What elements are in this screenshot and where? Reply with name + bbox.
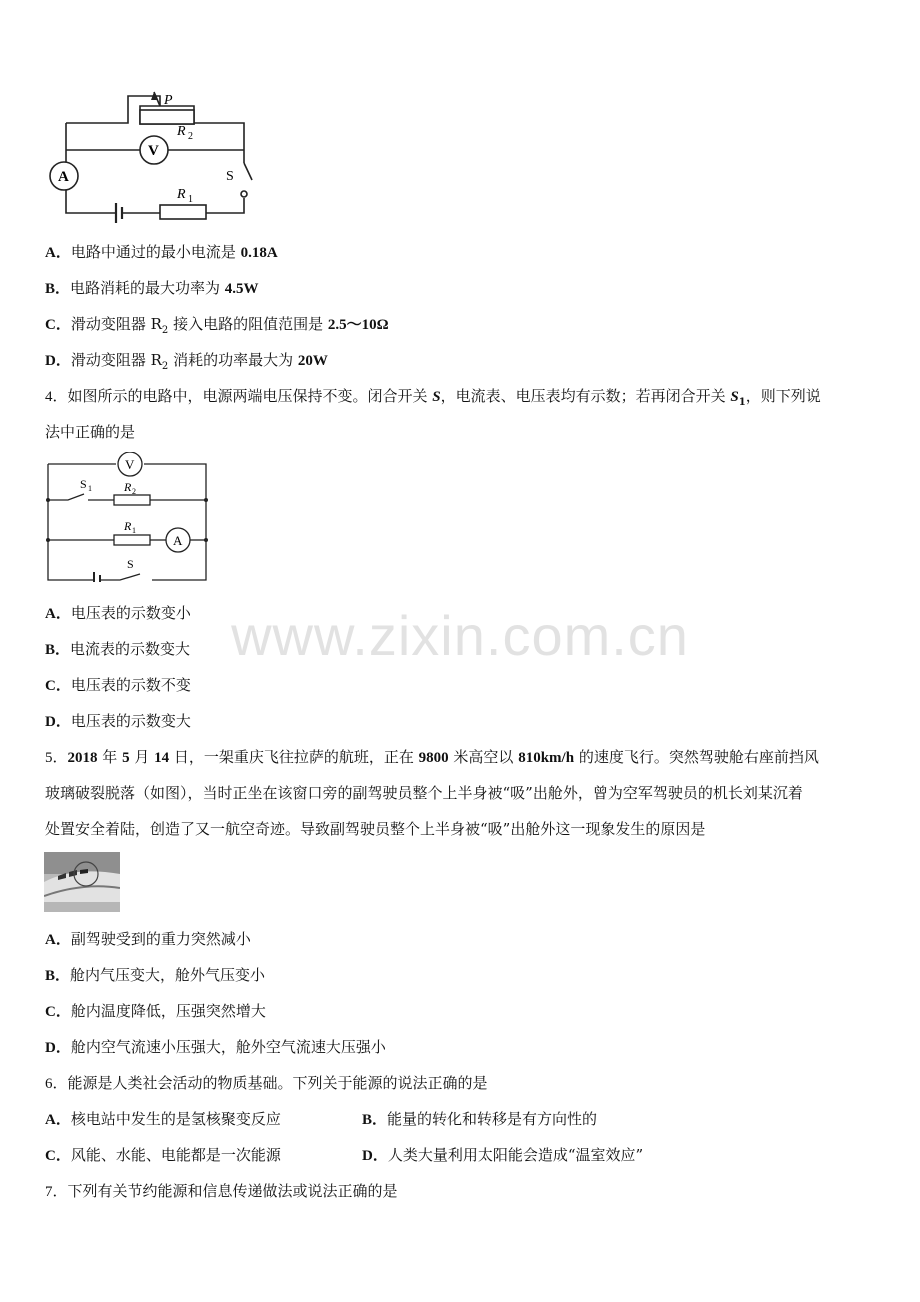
- q3-option-b: B．电路消耗的最大功率为 4.5W: [45, 279, 259, 297]
- q4-fig-label-r2: R: [124, 480, 132, 494]
- q4-option-d: D．电压表的示数变大: [45, 712, 191, 730]
- q4-fig-label-a: A: [173, 533, 183, 548]
- q3-fig-label-r1: R: [177, 187, 186, 202]
- q5-airplane-photo: [44, 852, 120, 912]
- q4-fig-label-v: V: [125, 457, 135, 472]
- q3-fig-label-r2-sub: 2: [188, 131, 193, 142]
- q5-option-a: A．副驾驶受到的重力突然减小: [45, 930, 251, 948]
- watermark: www.zixin.com.cn: [231, 604, 689, 667]
- q6-option-b: B．能量的转化和转移是有方向性的: [362, 1110, 598, 1128]
- q6-option-c: C．风能、水能、电能都是一次能源: [45, 1146, 281, 1164]
- q7-stem: 7．下列有关节约能源和信息传递做法或说法正确的是: [45, 1182, 398, 1200]
- q4-option-c: C．电压表的示数不变: [45, 676, 191, 694]
- q4-stem-line-2: 法中正确的是: [45, 423, 136, 441]
- q5-option-c: C．舱内温度降低，压强突然增大: [45, 1002, 266, 1020]
- q4-option-a: A．电压表的示数变小: [45, 604, 191, 622]
- q4-stem-line-1: 4．如图所示的电路中，电源两端电压保持不变。闭合开关 S，电流表、电压表均有示数；若再闭合开关 $S_1$，则下列说: [45, 387, 821, 408]
- q3-fig-label-s: S: [226, 169, 234, 184]
- q4-circuit-figure: [44, 452, 210, 582]
- q5-option-d: D．舱内空气流速小压强大，舱外空气流速大压强小: [45, 1038, 386, 1056]
- q3-fig-label-v: V: [148, 143, 159, 159]
- q4-fig-label-r1-sub: 1: [132, 526, 136, 535]
- q6-option-a: A．核电站中发生的是氢核聚变反应: [45, 1110, 281, 1128]
- q5-option-b: B．舱内气压变大，舱外气压变小: [45, 966, 266, 984]
- q3-fig-label-a: A: [58, 169, 69, 185]
- q3-option-d: D．滑动变阻器 $R_2$ 消耗的功率最大为 20W: [45, 351, 328, 372]
- q6-stem: 6．能源是人类社会活动的物质基础。下列关于能源的说法正确的是: [45, 1074, 488, 1092]
- q5-stem-line-1: 5．2018 年 5 月 14 日，一架重庆飞往拉萨的航班，正在 9800 米高空以 810km/h 的速度飞行。突然驾驶舱右座前挡风: [45, 748, 819, 766]
- q6-option-d: D．人类大量利用太阳能会造成“温室效应”: [362, 1146, 644, 1164]
- q3-option-a: A．电路中通过的最小电流是 0.18A: [45, 243, 278, 261]
- q4-fig-label-s1: S: [80, 477, 87, 491]
- q3-fig-label-r2: R: [177, 124, 186, 139]
- q3-fig-label-p: P: [164, 93, 173, 108]
- q3-fig-label-r1-sub: 1: [188, 194, 193, 205]
- q5-stem-line-2: 玻璃破裂脱落（如图），当时正坐在该窗口旁的副驾驶员整个上半身被“吸”出舱外，曾为空军驾驶员的机长刘某沉着: [45, 784, 803, 802]
- q4-option-b: B．电流表的示数变大: [45, 640, 191, 658]
- q4-fig-label-s1-sub: 1: [88, 484, 92, 493]
- q4-fig-label-r2-sub: 2: [132, 487, 136, 496]
- q3-circuit-figure: [44, 88, 260, 233]
- q4-fig-label-s: S: [127, 557, 134, 571]
- q5-stem-line-3: 处置安全着陆，创造了又一航空奇迹。导致副驾驶员整个上半身被“吸”出舱外这一现象发生的原因是: [45, 820, 706, 838]
- q3-option-c: C．滑动变阻器 $R_2$ 接入电路的阻值范围是 2.5～10Ω: [45, 315, 389, 336]
- q4-fig-label-r1: R: [124, 519, 132, 533]
